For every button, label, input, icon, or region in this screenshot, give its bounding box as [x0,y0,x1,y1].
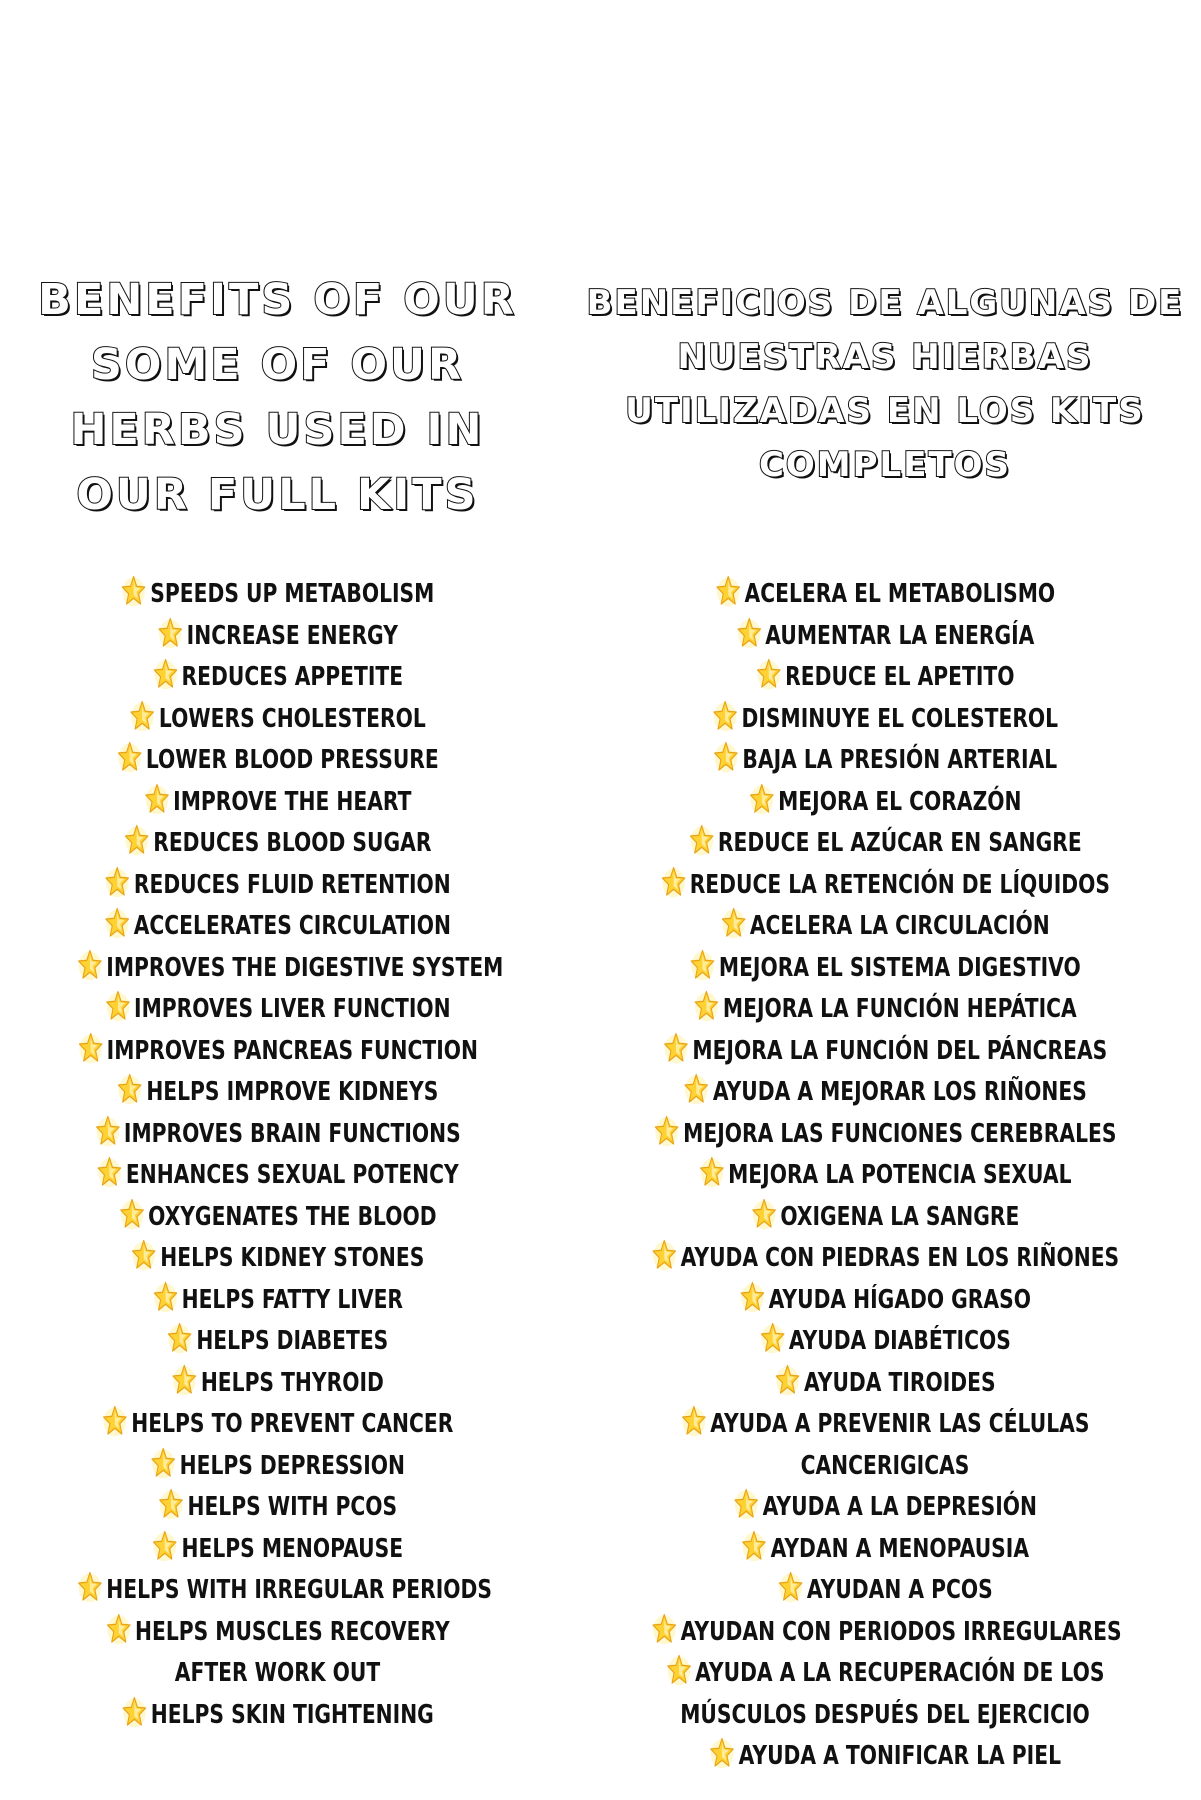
benefit-item [651,699,1119,741]
benefit-text: HELPS KIDNEY STONES [160,1243,425,1273]
benefit-text: MEJORA EL CORAZÓN [778,786,1022,817]
glowing-star-icon [152,657,179,691]
benefit-text: IMPROVE THE HEART [173,786,412,817]
benefit-text: AYUDAN A PCOS [806,1575,993,1605]
benefit-item [651,1529,1119,1571]
benefit-item [77,1695,479,1737]
benefit-item [77,616,479,658]
benefit-item [651,948,1119,990]
glowing-star-icon [77,948,104,982]
benefit-item [77,1404,479,1446]
glowing-star-icon [751,1197,778,1231]
benefit-text: OXIGENA LA SANGRE [780,1201,1020,1232]
benefit-text: AYDAN A MENOPAUSIA [770,1533,1030,1564]
benefit-text: AYUDA A MEJORAR LOS RIÑONES [712,1077,1087,1107]
benefit-item [651,740,1119,782]
benefit-item [77,1238,479,1280]
benefit-text: HELPS FATTY LIVER [181,1284,404,1315]
benefit-text: AYUDA A PREVENIR LAS CÉLULAS CANCERIGICAS [710,1409,1090,1481]
benefit-item [651,823,1119,865]
benefit-text: MEJORA LA FUNCIÓN HEPÁTICA [722,994,1077,1024]
benefit-item [651,657,1119,699]
glowing-star-icon [77,1031,104,1065]
glowing-star-icon [712,699,739,733]
glowing-star-icon [774,1363,801,1397]
benefit-item [77,657,479,699]
benefit-item [651,865,1119,907]
benefit-text: HELPS IMPROVE KIDNEYS [146,1077,439,1107]
benefit-text: DISMINUYE EL COLESTEROL [741,703,1059,734]
benefit-text: MEJORA LAS FUNCIONES CEREBRALES [683,1118,1117,1149]
glowing-star-icon [157,616,184,650]
benefit-item [77,865,479,907]
benefit-text: IMPROVES LIVER FUNCTION [134,994,451,1024]
benefit-text: IMPROVES THE DIGESTIVE SYSTEM [106,952,504,983]
benefit-item [77,1529,479,1571]
benefit-text: REDUCES FLUID RETENTION [133,869,451,900]
glowing-star-icon [759,1321,786,1355]
glowing-star-icon [171,1363,198,1397]
benefit-item [77,1155,479,1197]
benefit-item [651,1570,1119,1612]
benefit-item [651,906,1119,948]
benefit-item [77,1446,479,1488]
benefit-text: MEJORA LA FUNCIÓN DEL PÁNCREAS [692,1035,1108,1066]
glowing-star-icon [663,1031,690,1065]
glowing-star-icon [709,1736,736,1770]
benefit-text: MEJORA EL SISTEMA DIGESTIVO [718,952,1081,983]
glowing-star-icon [681,1404,708,1438]
glowing-star-icon [121,1695,148,1729]
benefit-text: AYUDA DIABÉTICOS [788,1326,1011,1356]
benefit-text: IMPROVES PANCREAS FUNCTION [106,1035,478,1066]
glowing-star-icon [693,989,720,1023]
glowing-star-icon [651,1238,678,1272]
benefit-text: INCREASE ENERGY [186,620,398,651]
benefit-text: BAJA LA PRESIÓN ARTERIAL [742,745,1058,775]
benefit-text: ENHANCES SEXUAL POTENCY [125,1160,459,1190]
english-heading: BENEFITS OF OUR SOME OF OUR HERBS USED IN OUR FULL KITS [38,275,517,520]
benefit-item [77,906,479,948]
benefit-item [651,1114,1119,1156]
glowing-star-icon [651,1612,678,1646]
benefit-item [651,1238,1119,1280]
spanish-heading: BENEFICIOS DE ALGUNAS DE NUESTRAS HIERBAS UTILIZADAS EN LOS KITS COMPLETOS [586,283,1184,485]
benefit-text: AYUDAN CON PERIODOS IRREGULARES [680,1616,1122,1647]
benefit-text: HELPS DIABETES [196,1326,389,1356]
benefit-item [651,574,1119,616]
benefit-item [651,1280,1119,1322]
benefit-item [77,989,479,1031]
benefit-text: LOWER BLOOD PRESSURE [145,745,439,775]
benefit-text: AYUDA CON PIEDRAS EN LOS RIÑONES [680,1243,1120,1273]
benefit-text: AYUDA HÍGADO GRASO [768,1284,1031,1315]
glowing-star-icon [117,1072,144,1106]
benefit-text: HELPS MENOPAUSE [181,1533,404,1564]
glowing-star-icon [131,1238,158,1272]
benefit-item [77,574,479,616]
glowing-star-icon [96,1155,123,1189]
benefit-item [651,1404,1119,1487]
glowing-star-icon [660,865,687,899]
glowing-star-icon [104,865,131,899]
glowing-star-icon [77,1570,104,1604]
benefit-text: IMPROVES BRAIN FUNCTIONS [123,1118,461,1149]
benefit-item [651,782,1119,824]
benefit-item [77,1487,479,1529]
glowing-star-icon [121,574,148,608]
benefit-item [77,1570,492,1612]
glowing-star-icon [756,657,783,691]
benefit-text: AYUDA A TONIFICAR LA PIEL [738,1741,1061,1771]
glowing-star-icon [104,906,131,940]
glowing-star-icon [739,1280,766,1314]
benefit-text: REDUCES BLOOD SUGAR [153,828,432,858]
benefit-item [77,1363,479,1405]
benefit-text: ACELERA EL METABOLISMO [744,579,1056,609]
benefit-item [77,699,479,741]
benefit-item [651,1487,1119,1529]
benefit-text: REDUCE EL APETITO [785,662,1015,692]
benefit-text: HELPS WITH IRREGULAR PERIODS [106,1575,492,1605]
benefit-item [77,1197,479,1239]
glowing-star-icon [150,1446,177,1480]
glowing-star-icon [715,574,742,608]
benefit-item [77,823,479,865]
benefit-item [651,1072,1119,1114]
benefit-item [651,1736,1119,1778]
glowing-star-icon [654,1114,681,1148]
english-benefits-list [20,574,535,1736]
benefit-item [77,1612,479,1695]
benefit-text: AYUDA TIROIDES [804,1367,996,1398]
benefit-item [651,1155,1119,1197]
glowing-star-icon [713,740,740,774]
benefit-item [77,1072,479,1114]
glowing-star-icon [116,740,143,774]
benefit-item [651,1031,1119,1073]
benefit-item [77,1321,479,1363]
glowing-star-icon [689,948,716,982]
glowing-star-icon [777,1570,804,1604]
glowing-star-icon [124,823,151,857]
glowing-star-icon [748,782,775,816]
benefit-item [651,1653,1119,1736]
glowing-star-icon [152,1280,179,1314]
glowing-star-icon [741,1529,768,1563]
glowing-star-icon [152,1529,179,1563]
benefit-text: HELPS THYROID [200,1367,384,1398]
benefit-text: MEJORA LA POTENCIA SEXUAL [728,1160,1072,1190]
benefit-item [77,1114,479,1156]
benefit-item [651,1612,1122,1654]
benefit-text: SPEEDS UP METABOLISM [150,579,435,609]
glowing-star-icon [736,616,763,650]
glowing-star-icon [666,1653,693,1687]
benefit-text: ACCELERATES CIRCULATION [133,911,451,941]
benefit-text: AYUDA A LA RECUPERACIÓN DE LOS MÚSCULOS DESPUÉS DEL EJERCICIO [680,1658,1105,1730]
benefit-text: HELPS WITH PCOS [187,1492,398,1522]
benefit-item [77,1280,479,1322]
glowing-star-icon [167,1321,194,1355]
glowing-star-icon [94,1114,121,1148]
benefit-text: HELPS DEPRESSION [179,1450,405,1481]
glowing-star-icon [158,1487,185,1521]
benefit-item [77,1031,479,1073]
glowing-star-icon [733,1487,760,1521]
benefit-item [77,740,479,782]
glowing-star-icon [698,1155,725,1189]
glowing-star-icon [683,1072,710,1106]
benefit-text: AYUDA A LA DEPRESIÓN [762,1492,1037,1522]
benefit-text: REDUCE LA RETENCIÓN DE LÍQUIDOS [689,869,1110,900]
benefit-text: HELPS SKIN TIGHTENING [150,1699,434,1730]
english-column [20,0,535,1800]
glowing-star-icon [102,1404,129,1438]
benefit-item [651,1363,1119,1405]
benefit-text: REDUCES APPETITE [181,662,404,692]
benefit-item [77,782,479,824]
benefit-item [77,948,504,990]
benefit-item [651,989,1119,1031]
spanish-column [585,0,1185,1800]
benefit-text: AUMENTAR LA ENERGÍA [765,620,1035,651]
benefit-text: OXYGENATES THE BLOOD [148,1201,437,1232]
glowing-star-icon [720,906,747,940]
spanish-benefits-list [585,574,1185,1778]
glowing-star-icon [144,782,171,816]
glowing-star-icon [105,1612,132,1646]
benefit-text: REDUCE EL AZÚCAR EN SANGRE [717,828,1082,858]
benefit-text: HELPS TO PREVENT CANCER [131,1409,454,1439]
benefit-text: LOWERS CHOLESTEROL [158,703,426,734]
benefit-text: HELPS MUSCLES RECOVERY AFTER WORK OUT [134,1616,450,1688]
benefit-item [651,616,1119,658]
glowing-star-icon [118,1197,145,1231]
benefit-item [651,1197,1119,1239]
benefit-text: ACELERA LA CIRCULACIÓN [749,911,1050,941]
glowing-star-icon [129,699,156,733]
glowing-star-icon [104,989,131,1023]
benefit-item [651,1321,1119,1363]
glowing-star-icon [688,823,715,857]
